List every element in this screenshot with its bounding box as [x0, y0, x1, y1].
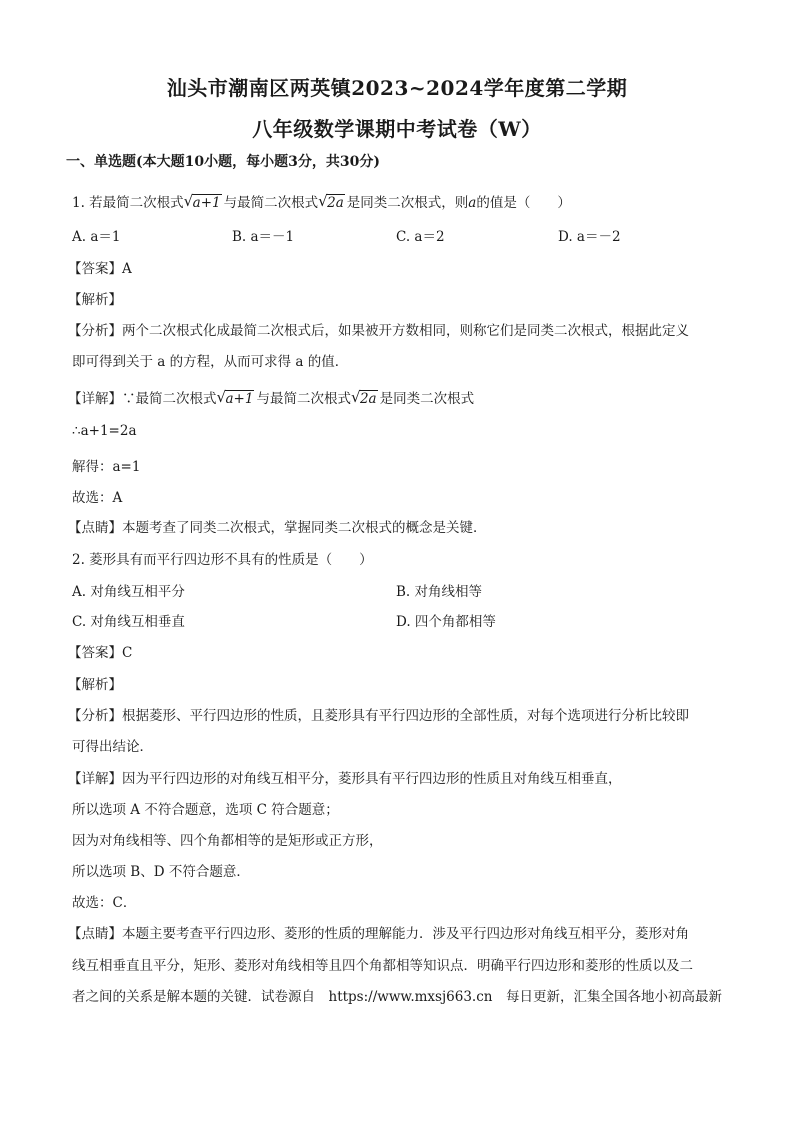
section-heading: 一、单选题(本大题10小题，每小题3分，共30分) — [66, 154, 380, 170]
q1-option-a: A. a＝1 — [72, 229, 121, 245]
q2-dianjing-line-3: 者之间的关系是解本题的关键．试卷源自 https://www.mxsj663.cn 每日更新，汇集全国各地小初高最新 — [72, 989, 722, 1005]
q1-variable: a — [468, 195, 477, 211]
q1-fenxi-line-2: 即可得到关于 a 的方程，从而可求得 a 的值． — [72, 354, 349, 370]
q2-answer: 【答案】C — [68, 645, 133, 661]
q1-radical-1: √ a+1 — [183, 192, 221, 211]
q1-analysis-label: 【解析】 — [68, 292, 122, 308]
q2-detail-line-3: 因为对角线相等、四个角都相等的是矩形或正方形， — [72, 833, 383, 849]
q2-dianjing-line-1: 【点睛】本题主要考查平行四边形、菱形的性质的理解能力．涉及平行四边形对角线互相平分，菱形对角 — [68, 926, 689, 942]
q1-detail-radical-2: √ 2a — [350, 388, 377, 407]
q1-stem-pre: 1. 若最简二次根式 — [72, 195, 184, 211]
q2-option-d: D. 四个角都相等 — [396, 614, 496, 630]
q1-option-b: B. a＝－1 — [232, 229, 295, 245]
q1-stem-post: 是同类二次根式，则 — [346, 195, 469, 211]
q1-step-2: 解得：a=1 — [72, 459, 141, 475]
q2-fenxi-line-1: 【分析】根据菱形、平行四边形的性质，且菱形具有平行四边形的全部性质，对每个选项进行分析比较即 — [68, 708, 689, 724]
q2-dianjing-line-2: 线互相垂直且平分，矩形、菱形对角线相等且四个角都相等知识点．明确平行四边形和菱形的性质以及二 — [72, 958, 693, 974]
q2-analysis-label: 【解析】 — [68, 677, 122, 693]
q1-option-c: C. a＝2 — [396, 229, 445, 245]
q2-stem: 2. 菱形具有而平行四边形不具有的性质是（ ） — [72, 552, 373, 568]
q1-detail-pre: 【详解】∵最简二次根式 — [68, 391, 217, 407]
q1-option-d: D. a＝－2 — [558, 229, 621, 245]
q1-detail-mid: 与最简二次根式 — [256, 391, 351, 407]
q2-detail-line-2: 所以选项 A 不符合题意，选项 C 符合题意； — [72, 802, 339, 818]
q1-step-3: 故选：A — [72, 490, 123, 506]
q2-detail-line-4: 所以选项 B、D 不符合题意． — [72, 864, 250, 880]
q2-detail-line-5: 故选：C． — [72, 895, 137, 911]
exam-title-line-1: 汕头市潮南区两英镇2023~2024学年度第二学期 — [166, 76, 628, 100]
q1-fenxi-line-1: 【分析】两个二次根式化成最简二次根式后，如果被开方数相同，则称它们是同类二次根式，根据此定义 — [68, 323, 689, 339]
q1-step-1: ∴a+1=2a — [72, 423, 137, 439]
q2-detail-line-1: 【详解】因为平行四边形的对角线互相平分，菱形具有平行四边形的性质且对角线互相垂直， — [68, 771, 622, 787]
q2-option-a: A. 对角线互相平分 — [72, 584, 185, 600]
q2-option-c: C. 对角线互相垂直 — [72, 614, 185, 630]
q1-detail — [68, 387, 474, 407]
q1-dianjing: 【点睛】本题考查了同类二次根式，掌握同类二次根式的概念是关键． — [68, 520, 487, 536]
q1-detail-radical-1: √ a+1 — [216, 388, 254, 407]
q1-stem — [72, 191, 571, 211]
q1-stem-mid: 与最简二次根式 — [223, 195, 319, 211]
q2-fenxi-line-2: 可得出结论． — [72, 739, 153, 755]
exam-title-line-2: 八年级数学课期中考试卷（W） — [252, 117, 542, 141]
q1-answer: 【答案】A — [68, 261, 132, 277]
q1-radical-2: √ 2a — [318, 192, 344, 211]
q1-detail-post: 是同类二次根式 — [379, 391, 475, 407]
q1-stem-end: 的值是（ ） — [476, 195, 571, 211]
q2-option-b: B. 对角线相等 — [396, 584, 483, 600]
